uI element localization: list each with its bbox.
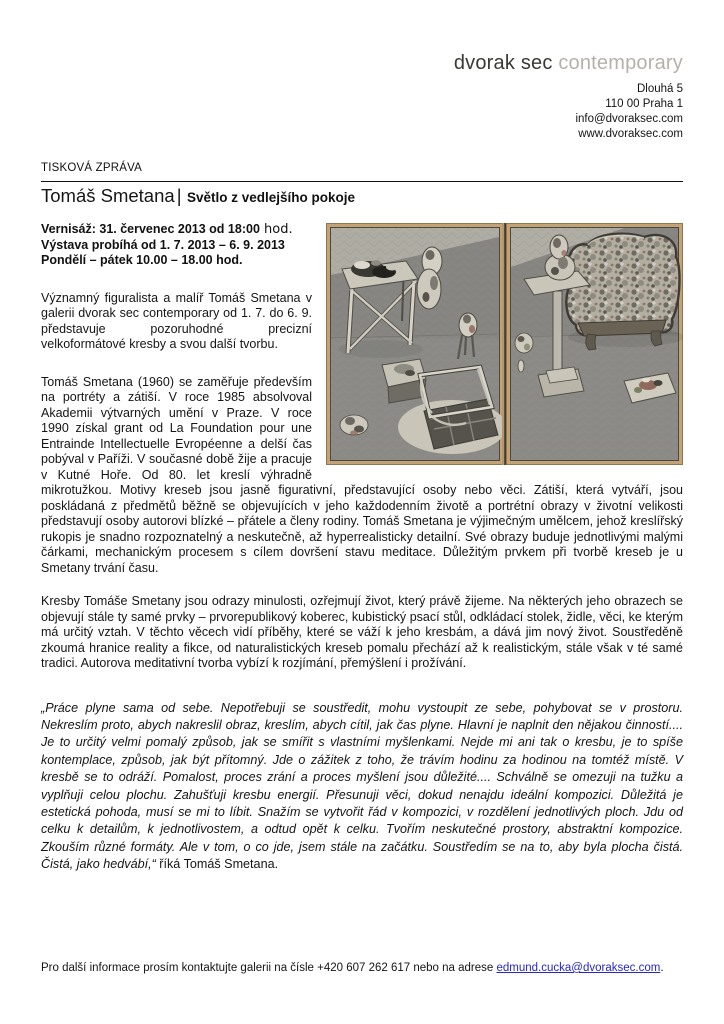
paragraph-intro: Významný figuralista a malíř Tomáš Smetana v galerii dvorak sec contemporary od 1. 7. do 6. 9. představuje pozoruhodné precizní velkoformátové kresby a svou další tvorbu. (41, 290, 312, 351)
artist-name: Tomáš Smetana (41, 185, 175, 206)
vernissage-line (41, 222, 293, 236)
content (41, 222, 683, 874)
page-title (41, 185, 683, 207)
press-release-label: TISKOVÁ ZPRÁVA (41, 162, 142, 174)
duration-line: Výstava probíhá od 1. 7. 2013 – 6. 9. 2013 (41, 237, 285, 252)
gallery-address (41, 82, 683, 142)
header (41, 52, 683, 142)
paragraph-bio: Tomáš Smetana (1960) se zaměřuje především na portréty a zátiší. V roce 1985 absolvoval Akademii výtvarných umění v Praze. V roce 1990 získal grant od La Foundation pour une Entrainde Intellectuelle Evropéenne a delší čas pobýval v Paříži. V současné době žije a pracuje v Kutné Hoře. Od 80. let kreslí výhradně mikrotužkou. Motivy kreseb jsou jasně figurativní, představující osoby nebo věci. Zátiší, která vytváří, jsou poskládaná z předmětů běžně se objevujících v jeho každodenním životě a portrétní obrazy v životní velikosti představují osoby autorovi blízké – přátele a členy rodiny. Tomáš Smetana je výjimečným umělcem, jehož kreslířský rukopis je snadno rozpoznatelný a neskutečně, až hyperrealisticky detailní. Své obrazy buduje jednotlivými malými čárkami, mechanickým procesem s cílem dovršení stavu meditace. Důležitým prvkem při tvorbě kreseb je u Smetany trvání času. (41, 374, 683, 575)
quote-text: „Práce plyne sama od sebe. Nepotřebuji se soustředit, mohu vystoupit ze sebe, pohybovat se v prostoru. Nekreslím proto, abych nakreslil obraz, kreslím, abych cítil, jak čas plyne. Hlavní je naplnit den nějakou činností.... Je to určitý velmi pomalý způsob, jak se smířit s vlastními myšlenkami. Nejde mi ani tak o kresbu, je to spíše kontemplace, způsob, jak být přítomný. Jde o zážitek z toho, že trávím hodinu za hodinou na tomtéž místě. V kresbě se to odráží. Pomalost, proces zrání a proces myšlení jsou důležité.... Schválně se omezuji na tužku a vyplňuji celou plochu. Zahušťuji kresbu energií. Přesunuji věci, dokud nenajdu ideální kompozici. Důležitá je estetická pohoda, musí se mi to líbit. Snažím se vytvořit řád v kompozici, v rozdělení jednotlivých ploch. Jdu od celku k detailům, k jednotlivostem, a odtud opět k celku. Tvořím neskutečné prostory, abstraktní kompozice. Zkouším různé formáty. Ale v tom, o co jde, jsem stále na začátku. Soustředím se na to, aby byla plocha čistá. Čistá, jako hedvábí,“ (41, 700, 683, 872)
address-line-web: www.dvoraksec.com (578, 128, 683, 140)
address-line-email: info@dvoraksec.com (575, 113, 683, 125)
artwork-image (326, 223, 683, 465)
title-separator: | (176, 185, 182, 206)
vernissage-suffix: hod. (259, 222, 293, 237)
paragraph-work: Kresby Tomáše Smetany jsou odrazy minulosti, ozřejmují život, který právě žijeme. Na některých jeho obrazech se objevují stále ty samé prvky – prvorepublikový koberec, kubistický psací stůl, odkládací stolek, židle, věci, ke kterým má určitý vztah. V těchto věcech vidí příběhy, které se váží k jeho kresbám, a dává jim nový život. Soustředěně zkoumá hranice reality a fikce, od naturalistických kreseb pomalu přechází až k realistickým, stále však v té samé tradici. Autorova meditativní tvorba vybízí k rozjímání, přemýšlení i prožívání. (41, 594, 683, 670)
quote-attribution: říká Tomáš Smetana. (155, 857, 279, 872)
exhibition-title: Světlo z vedlejšího pokoje (186, 190, 355, 205)
footer (41, 961, 683, 976)
logo-primary: dvorak sec (453, 52, 553, 74)
divider-rule (41, 181, 683, 182)
gallery-logo (41, 52, 683, 74)
logo-secondary: contemporary (558, 52, 683, 74)
footer-text-after: . (660, 962, 664, 974)
vernissage-text: Vernisáž: 31. červenec 2013 od 18:00 (41, 222, 260, 236)
address-line-street: Dlouhá 5 (636, 83, 683, 95)
footer-text-before: Pro další informace prosím kontaktujte galerii na čísle +420 607 262 617 nebo na adrese (41, 962, 497, 974)
email-link[interactable]: edmund.cucka@dvoraksec.com (496, 962, 661, 974)
opening-hours-line: Pondělí – pátek 10.00 – 18.00 hod. (41, 253, 243, 267)
address-line-city: 110 00 Praha 1 (605, 98, 683, 110)
paragraph-quote (41, 700, 683, 874)
